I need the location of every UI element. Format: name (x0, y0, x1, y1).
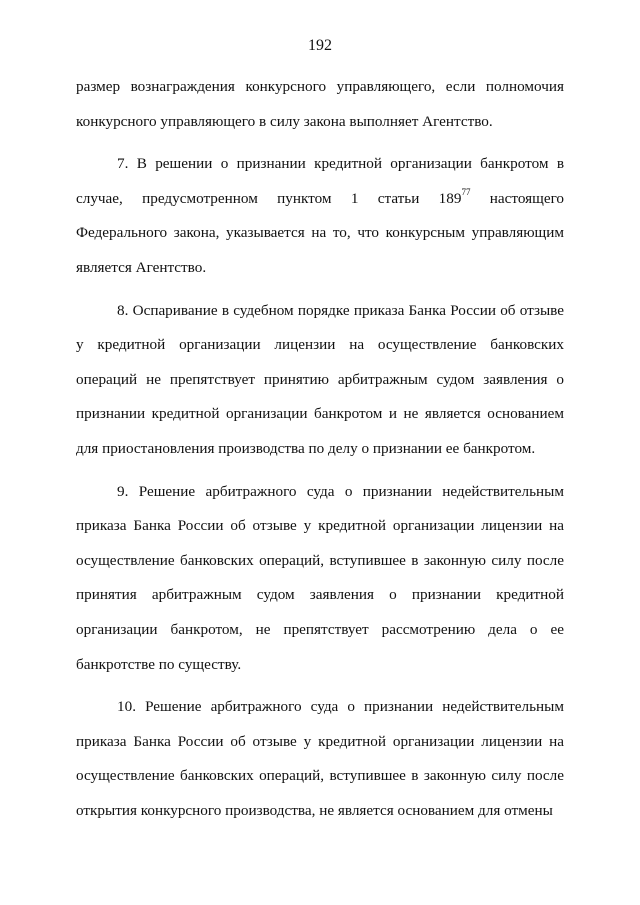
paragraph-7-text-start: 7. В решении о признании кредитной организации банкротом в случае, предусмотренном пунктом 1 статьи 189 (76, 155, 564, 207)
paragraph-continuation: размер вознаграждения конкурсного управляющего, если полномочия конкурсного управляющего в силу закона выполняет Агентство. (76, 78, 564, 130)
paragraph-spacer (76, 467, 564, 475)
document-body (76, 70, 564, 828)
page-number: 192 (308, 37, 332, 54)
paragraph-7-superscript: 77 (461, 186, 471, 197)
paragraph-7 (76, 147, 564, 285)
paragraph-spacer (76, 682, 564, 690)
paragraph-spacer (76, 286, 564, 294)
paragraph-10: 10. Решение арбитражного суда о признании недействительным приказа Банка России об отзыве у кредитной организации лицензии на осуществление банковских операций, вступившее в законную силу после открытия конкурсного производства, не является основанием для отмены (76, 698, 564, 819)
paragraph-spacer (76, 139, 564, 147)
paragraph-7-text-end: настоящего Федерального закона, указывается на то, что конкурсным управляющим является Агентство. (76, 189, 565, 276)
paragraph-9: 9. Решение арбитражного суда о признании недействительным приказа Банка России об отзыве у кредитной организации лицензии на осуществление банковских операций, вступившее в законную силу после принятия арбитражным судом заявления о признании кредитной организации банкротом, не препятствует рассмотрению дела о ее банкротстве по существу. (76, 482, 564, 673)
paragraph-8: 8. Оспаривание в судебном порядке приказа Банка России об отзыве у кредитной организации лицензии на осуществление банковских операций не препятствует принятию арбитражным судом заявления о признании кредитной организации банкротом и не является основанием для приостановления производства по делу о признании ее банкротом. (76, 301, 564, 457)
